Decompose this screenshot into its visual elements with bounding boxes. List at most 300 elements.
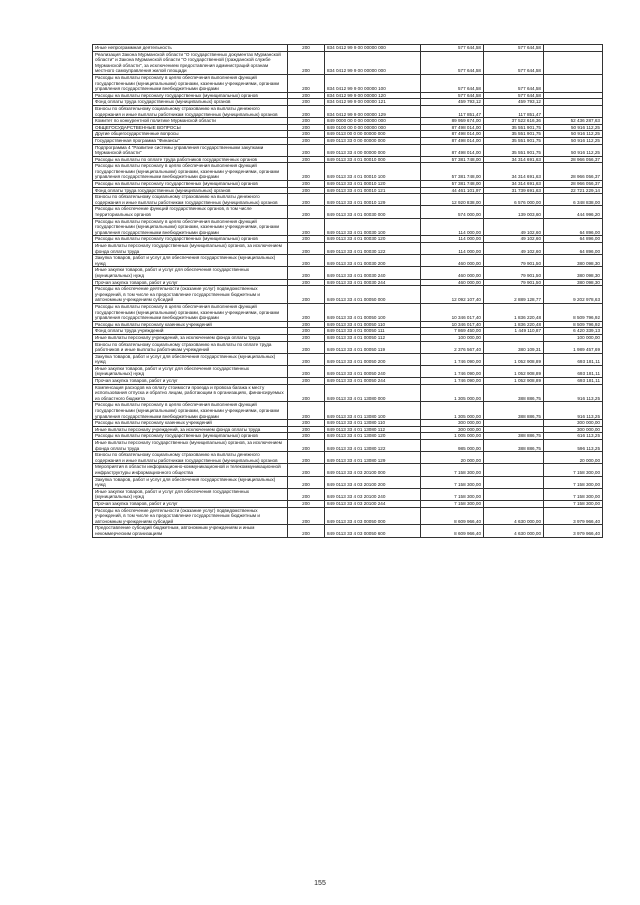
row-executed-amount: 1 836 220,48 <box>484 303 544 321</box>
row-approved-amount: 87 498 014,00 <box>421 124 484 131</box>
row-unexecuted-amount: 52 436 287,63 <box>544 118 603 125</box>
row-approved-amount: 577 644,58 <box>421 51 484 74</box>
row-approved-amount: 574 000,00 <box>421 206 484 218</box>
row-approved-amount: 8 609 966,40 <box>421 525 484 537</box>
row-unexecuted-amount: 596 113,25 <box>544 440 603 452</box>
table-row <box>93 420 603 427</box>
row-line-code: 200 <box>288 74 325 92</box>
row-unexecuted-amount <box>544 51 603 74</box>
table-row <box>93 92 603 99</box>
row-executed-amount <box>484 464 544 476</box>
row-unexecuted-amount: 380 098,30 <box>544 267 603 279</box>
row-budget-code: 849 0113 33 4 01 00010 120 <box>325 181 421 188</box>
row-approved-amount: 57 381 748,00 <box>421 181 484 188</box>
row-budget-code: 849 0113 33 4 01 13080 120 <box>325 433 421 440</box>
row-line-code: 200 <box>288 500 325 507</box>
table-row <box>93 194 603 206</box>
row-unexecuted-amount <box>544 45 603 52</box>
row-line-code: 200 <box>288 187 325 194</box>
row-budget-code: 849 0113 00 0 00 00000 000 <box>325 131 421 138</box>
row-line-code: 200 <box>288 206 325 218</box>
table-row <box>93 384 603 402</box>
row-description: Иные выплаты персоналу учреждений, за исключением фонда оплаты труда <box>93 334 288 341</box>
table-row <box>93 464 603 476</box>
row-unexecuted-amount: 3 979 966,40 <box>544 507 603 525</box>
table-row <box>93 156 603 163</box>
row-line-code: 200 <box>288 124 325 131</box>
row-description: Расходы на выплаты персоналу в целях обеспечения выполнения функций государственными (муниципальными) органами, казенными учреждениями, органами управления государственными внебюджетными фондами <box>93 402 288 420</box>
row-budget-code: 849 0113 33 4 01 00050 000 <box>325 286 421 304</box>
table-row <box>93 378 603 385</box>
row-approved-amount: 1 005 000,00 <box>421 433 484 440</box>
row-approved-amount: 577 644,58 <box>421 92 484 99</box>
row-budget-code: 849 0113 33 4 01 13080 110 <box>325 420 421 427</box>
table-row <box>93 218 603 236</box>
row-line-code: 200 <box>288 321 325 328</box>
row-description: Прочая закупка товаров, работ и услуг <box>93 378 288 385</box>
row-approved-amount: 985 000,00 <box>421 440 484 452</box>
row-executed-amount <box>484 426 544 433</box>
row-description: Расходы на выплаты персоналу казенных учреждений <box>93 420 288 427</box>
row-unexecuted-amount: 380 098,30 <box>544 279 603 286</box>
row-unexecuted-amount <box>544 74 603 92</box>
row-executed-amount: 4 630 000,00 <box>484 507 544 525</box>
row-budget-code: 834 0412 99 9 00 00000 121 <box>325 99 421 106</box>
row-budget-code: 834 0412 99 9 00 00000 129 <box>325 105 421 117</box>
row-description: Расходы на обеспечение деятельности (оказание услуг) подведомственных учреждений, в том числе на предоставление государственным бюджетным и автономным учреждениям субсидий <box>93 286 288 304</box>
row-executed-amount: 4 630 000,00 <box>484 525 544 537</box>
row-approved-amount: 10 346 017,40 <box>421 303 484 321</box>
row-description: Взносы по обязательному социальному страхованию на выплаты денежного содержания и иные выплаты работникам государственных (муниципальных) органов <box>93 452 288 464</box>
row-unexecuted-amount: 7 158 300,00 <box>544 500 603 507</box>
row-budget-code: 849 0113 33 4 01 00010 121 <box>325 187 421 194</box>
row-approved-amount: 12 092 107,40 <box>421 286 484 304</box>
row-description: Иные закупки товаров, работ и услуг для обеспечения государственных (муниципальных) нужд <box>93 267 288 279</box>
row-description: Расходы на выплаты персоналу государственных (муниципальных) органов <box>93 181 288 188</box>
row-line-code: 200 <box>288 420 325 427</box>
row-approved-amount: 100 000,00 <box>421 334 484 341</box>
row-executed-amount: 31 739 691,63 <box>484 187 544 194</box>
row-unexecuted-amount: 693 181,11 <box>544 365 603 377</box>
row-description: Фонд оплаты труда государственных (муниципальных) органов <box>93 187 288 194</box>
row-budget-code: 849 0113 33 4 01 00010 129 <box>325 194 421 206</box>
row-executed-amount: 1 052 908,89 <box>484 365 544 377</box>
row-executed-amount: 1 052 908,89 <box>484 353 544 365</box>
row-unexecuted-amount: 7 158 300,00 <box>544 476 603 488</box>
row-description: Расходы на выплаты персоналу в целях обеспечения выполнения функций государственными (муниципальными) органами, казенными учреждениями, органами управления государственными внебюджетными фондами <box>93 218 288 236</box>
row-budget-code: 849 0113 33 4 01 00050 100 <box>325 303 421 321</box>
row-executed-amount <box>484 452 544 464</box>
row-approved-amount: 1 746 090,00 <box>421 378 484 385</box>
row-line-code: 200 <box>288 384 325 402</box>
row-line-code: 200 <box>288 218 325 236</box>
row-approved-amount: 460 000,00 <box>421 267 484 279</box>
row-description: Расходы на выплаты персоналу государственных (муниципальных) органов <box>93 433 288 440</box>
row-executed-amount <box>484 420 544 427</box>
row-line-code: 200 <box>288 452 325 464</box>
table-row <box>93 267 603 279</box>
table-row <box>93 279 603 286</box>
row-approved-amount: 89 959 674,00 <box>421 118 484 125</box>
row-executed-amount: 49 102,60 <box>484 218 544 236</box>
table-row <box>93 328 603 335</box>
table-row <box>93 45 603 52</box>
row-budget-code: 849 0000 00 0 00 00000 000 <box>325 118 421 125</box>
row-approved-amount: 7 158 300,00 <box>421 500 484 507</box>
row-unexecuted-amount <box>544 92 603 99</box>
row-line-code: 200 <box>288 433 325 440</box>
row-line-code: 200 <box>288 328 325 335</box>
row-line-code: 200 <box>288 255 325 267</box>
table-row <box>93 426 603 433</box>
table-row <box>93 452 603 464</box>
row-line-code: 200 <box>288 365 325 377</box>
row-approved-amount: 1 305 000,00 <box>421 384 484 402</box>
row-budget-code: 849 0113 33 4 01 00050 119 <box>325 341 421 353</box>
row-approved-amount: 57 381 748,00 <box>421 156 484 163</box>
table-row <box>93 286 603 304</box>
row-executed-amount: 139 003,60 <box>484 206 544 218</box>
row-unexecuted-amount: 50 916 112,25 <box>544 144 603 156</box>
row-executed-amount <box>484 334 544 341</box>
row-approved-amount: 87 498 014,00 <box>421 144 484 156</box>
row-approved-amount: 87 498 014,00 <box>421 137 484 144</box>
row-executed-amount: 35 551 901,75 <box>484 124 544 131</box>
row-unexecuted-amount: 28 966 056,37 <box>544 163 603 181</box>
row-budget-code: 849 0113 33 4 01 00050 110 <box>325 321 421 328</box>
row-budget-code: 849 0113 33 4 01 13080 112 <box>325 426 421 433</box>
row-unexecuted-amount: 50 916 112,25 <box>544 131 603 138</box>
row-approved-amount: 57 381 748,00 <box>421 163 484 181</box>
row-description: Прочая закупка товаров, работ и услуг <box>93 500 288 507</box>
table-row <box>93 99 603 106</box>
table-row <box>93 236 603 243</box>
row-unexecuted-amount: 64 896,00 <box>544 236 603 243</box>
row-budget-code: 849 0113 33 4 03 20100 240 <box>325 488 421 500</box>
row-executed-amount: 34 314 691,63 <box>484 156 544 163</box>
row-approved-amount: 20 000,00 <box>421 452 484 464</box>
table-row <box>93 163 603 181</box>
row-budget-code: 849 0113 33 4 01 00030 120 <box>325 236 421 243</box>
row-description: Взносы по обязательному социальному страхованию на выплаты денежного содержания и иные выплаты работникам государственных (муниципальных) органов <box>93 105 288 117</box>
row-executed-amount: 117 851,47 <box>484 105 544 117</box>
row-description: Иные непрограммная деятельность <box>93 45 288 52</box>
row-description: Расходы на выплаты персоналу государственных (муниципальных) органов <box>93 92 288 99</box>
row-line-code: 200 <box>288 51 325 74</box>
row-unexecuted-amount: 28 966 056,37 <box>544 156 603 163</box>
table-row <box>93 255 603 267</box>
row-unexecuted-amount: 916 113,25 <box>544 402 603 420</box>
table-row <box>93 402 603 420</box>
row-unexecuted-amount: 7 158 300,00 <box>544 464 603 476</box>
row-budget-code: 849 0113 33 4 01 00030 200 <box>325 255 421 267</box>
row-description: Иные выплаты персоналу государственных (муниципальных) органов, за исключением фонда оплаты труда <box>93 440 288 452</box>
row-approved-amount: 460 000,00 <box>421 279 484 286</box>
row-unexecuted-amount: 8 509 796,92 <box>544 321 603 328</box>
row-executed-amount: 388 886,75 <box>484 440 544 452</box>
row-unexecuted-amount: 22 721 229,14 <box>544 187 603 194</box>
row-description: Иные закупки товаров, работ и услуг для обеспечения государственных (муниципальных) нужд <box>93 488 288 500</box>
row-description: Комитет по конкурентной политике Мурманской области <box>93 118 288 125</box>
row-description: Иные выплаты персоналу учреждений, за исключением фонда оплаты труда <box>93 426 288 433</box>
row-unexecuted-amount: 693 181,11 <box>544 378 603 385</box>
row-executed-amount: 1 052 908,89 <box>484 378 544 385</box>
row-unexecuted-amount: 7 158 300,00 <box>544 488 603 500</box>
row-description: Расходы на обеспечение функций государственных органов, в том числе территориальных органов <box>93 206 288 218</box>
row-approved-amount: 7 158 300,00 <box>421 488 484 500</box>
table-row <box>93 440 603 452</box>
row-line-code: 200 <box>288 118 325 125</box>
row-budget-code: 849 0113 33 4 03 00050 600 <box>325 525 421 537</box>
table-row <box>93 105 603 117</box>
row-approved-amount: 460 000,00 <box>421 255 484 267</box>
row-executed-amount: 388 886,75 <box>484 433 544 440</box>
row-unexecuted-amount: 916 113,25 <box>544 384 603 402</box>
row-approved-amount: 459 793,12 <box>421 99 484 106</box>
row-description: Мероприятия в области информационно-коммуникационной и телекоммуникационной инфраструктуры информационного общества <box>93 464 288 476</box>
row-unexecuted-amount: 300 000,00 <box>544 426 603 433</box>
table-row <box>93 124 603 131</box>
row-line-code: 200 <box>288 137 325 144</box>
row-executed-amount: 380 109,31 <box>484 341 544 353</box>
table-row <box>93 476 603 488</box>
table-row <box>93 137 603 144</box>
row-line-code: 200 <box>288 163 325 181</box>
row-description: Другие общегосударственные вопросы <box>93 131 288 138</box>
row-approved-amount: 577 644,58 <box>421 74 484 92</box>
row-budget-code: 849 0113 33 4 03 00050 000 <box>325 507 421 525</box>
row-line-code: 200 <box>288 286 325 304</box>
table-row <box>93 243 603 255</box>
row-executed-amount <box>484 500 544 507</box>
row-description: Закупка товаров, работ и услуг для обеспечения государственных (муниципальных) нужд <box>93 353 288 365</box>
row-approved-amount: 114 000,00 <box>421 218 484 236</box>
row-line-code: 200 <box>288 303 325 321</box>
table-row <box>93 131 603 138</box>
row-line-code: 200 <box>288 341 325 353</box>
row-description: Иные выплаты персоналу государственных (муниципальных) органов, за исключением фонда оплаты труда <box>93 243 288 255</box>
row-description: ОБЩЕГОСУДАРСТВЕННЫЕ ВОПРОСЫ <box>93 124 288 131</box>
row-executed-amount: 577 644,58 <box>484 92 544 99</box>
row-approved-amount: 12 920 838,00 <box>421 194 484 206</box>
row-budget-code: 849 0113 33 4 01 00030 100 <box>325 218 421 236</box>
row-line-code: 200 <box>288 279 325 286</box>
row-approved-amount: 7 158 300,00 <box>421 464 484 476</box>
row-approved-amount: 300 000,00 <box>421 426 484 433</box>
row-description: Взносы по обязательному социальному страхованию на выплаты денежного содержания и иные выплаты работникам государственных (муниципальных) органов <box>93 194 288 206</box>
budget-execution-table <box>92 44 603 538</box>
row-executed-amount: 34 314 691,63 <box>484 181 544 188</box>
row-approved-amount: 2 376 567,40 <box>421 341 484 353</box>
row-budget-code: 849 0113 33 4 01 00050 111 <box>325 328 421 335</box>
table-row <box>93 433 603 440</box>
row-unexecuted-amount: 64 896,00 <box>544 218 603 236</box>
row-executed-amount: 2 889 128,77 <box>484 286 544 304</box>
row-executed-amount <box>484 488 544 500</box>
row-budget-code: 849 0113 33 4 01 00030 122 <box>325 243 421 255</box>
row-line-code: 200 <box>288 426 325 433</box>
table-row <box>93 74 603 92</box>
table-row <box>93 365 603 377</box>
row-executed-amount: 1 449 110,87 <box>484 328 544 335</box>
row-unexecuted-amount <box>544 99 603 106</box>
table-row <box>93 488 603 500</box>
row-line-code: 200 <box>288 353 325 365</box>
row-unexecuted-amount: 50 916 112,25 <box>544 124 603 131</box>
page-number: 155 <box>314 880 326 887</box>
row-budget-code: 849 0113 33 4 03 20100 200 <box>325 476 421 488</box>
row-description: Расходы на выплаты персоналу в целях обеспечения выполнения функций государственными (муниципальными) органами, казенными учреждениями, органами управления государственными внебюджетными фондами <box>93 303 288 321</box>
row-budget-code: 834 0412 99 9 00 00000 000 <box>325 45 421 52</box>
row-line-code: 200 <box>288 476 325 488</box>
row-budget-code: 849 0113 33 4 01 00030 244 <box>325 279 421 286</box>
table-row <box>93 353 603 365</box>
row-line-code: 200 <box>288 267 325 279</box>
row-budget-code: 849 0100 00 0 00 00000 000 <box>325 124 421 131</box>
table-row <box>93 144 603 156</box>
row-line-code: 200 <box>288 525 325 537</box>
row-line-code: 200 <box>288 488 325 500</box>
row-budget-code: 849 0113 33 4 01 00030 240 <box>325 267 421 279</box>
row-budget-code: 849 0113 33 4 03 20100 244 <box>325 500 421 507</box>
row-unexecuted-amount <box>544 105 603 117</box>
table-row <box>93 321 603 328</box>
row-description: Расходы на выплаты персоналу казенных учреждений <box>93 321 288 328</box>
row-approved-amount: 87 498 014,00 <box>421 131 484 138</box>
row-budget-code: 849 0113 33 4 01 13080 100 <box>325 402 421 420</box>
row-line-code: 200 <box>288 236 325 243</box>
row-budget-code: 849 0113 33 4 01 13080 122 <box>325 440 421 452</box>
row-budget-code: 849 0113 33 4 01 00010 000 <box>325 156 421 163</box>
row-executed-amount: 459 793,12 <box>484 99 544 106</box>
row-unexecuted-amount: 9 202 978,63 <box>544 286 603 304</box>
row-description: Фонд оплаты труда учреждений <box>93 328 288 335</box>
row-line-code: 200 <box>288 507 325 525</box>
row-description: Государственная программа "Финансы" <box>93 137 288 144</box>
row-budget-code: 849 0113 33 4 01 00010 100 <box>325 163 421 181</box>
row-unexecuted-amount: 693 181,11 <box>544 353 603 365</box>
row-executed-amount: 577 644,58 <box>484 51 544 74</box>
row-description: Расходы на выплаты персоналу в целях обеспечения выполнения функций государственными (муниципальными) органами, казенными учреждениями, органами управления государственными внебюджетными фондами <box>93 74 288 92</box>
row-executed-amount: 37 522 616,36 <box>484 118 544 125</box>
row-executed-amount: 34 314 691,63 <box>484 163 544 181</box>
row-description: Прочая закупка товаров, работ и услуг <box>93 279 288 286</box>
row-unexecuted-amount: 300 000,00 <box>544 420 603 427</box>
row-approved-amount: 1 305 000,00 <box>421 402 484 420</box>
row-executed-amount: 35 551 901,75 <box>484 131 544 138</box>
row-line-code: 200 <box>288 402 325 420</box>
row-approved-amount: 7 869 450,00 <box>421 328 484 335</box>
row-budget-code: 849 0113 33 4 01 00050 240 <box>325 365 421 377</box>
row-line-code: 200 <box>288 181 325 188</box>
row-executed-amount: 388 886,75 <box>484 384 544 402</box>
row-line-code: 200 <box>288 378 325 385</box>
table-row <box>93 181 603 188</box>
row-executed-amount: 1 836 220,48 <box>484 321 544 328</box>
row-description: Расходы на обеспечение деятельности (оказание услуг) подведомственных учреждений, в том числе на предоставление государственным бюджетным и автономным учреждениям субсидий <box>93 507 288 525</box>
row-unexecuted-amount: 28 966 056,37 <box>544 181 603 188</box>
row-approved-amount: 117 851,47 <box>421 105 484 117</box>
row-executed-amount: 577 644,58 <box>484 45 544 52</box>
row-executed-amount: 6 576 000,00 <box>484 194 544 206</box>
row-unexecuted-amount: 20 000,00 <box>544 452 603 464</box>
row-budget-code: 834 0412 99 9 00 00000 120 <box>325 92 421 99</box>
row-description: Фонд оплаты труда государственных (муниципальных) органов <box>93 99 288 106</box>
row-executed-amount <box>484 476 544 488</box>
row-budget-code: 849 0113 33 4 01 00050 244 <box>325 378 421 385</box>
row-description: Расходы на выплаты персоналу государственных (муниципальных) органов <box>93 236 288 243</box>
row-line-code: 200 <box>288 243 325 255</box>
row-budget-code: 849 0113 33 4 01 13080 000 <box>325 384 421 402</box>
row-unexecuted-amount: 8 509 796,92 <box>544 303 603 321</box>
row-unexecuted-amount: 1 989 457,69 <box>544 341 603 353</box>
row-approved-amount: 577 644,58 <box>421 45 484 52</box>
row-executed-amount: 49 102,60 <box>484 236 544 243</box>
row-unexecuted-amount: 380 098,30 <box>544 255 603 267</box>
row-budget-code: 849 0113 33 4 03 20100 000 <box>325 464 421 476</box>
row-line-code: 200 <box>288 92 325 99</box>
row-line-code: 200 <box>288 105 325 117</box>
row-unexecuted-amount: 6 420 339,13 <box>544 328 603 335</box>
table-row <box>93 118 603 125</box>
row-approved-amount: 300 000,00 <box>421 420 484 427</box>
table-body <box>93 45 603 538</box>
row-approved-amount: 7 158 300,00 <box>421 476 484 488</box>
row-unexecuted-amount: 50 916 112,25 <box>544 137 603 144</box>
row-line-code: 200 <box>288 156 325 163</box>
row-unexecuted-amount: 100 000,00 <box>544 334 603 341</box>
row-unexecuted-amount: 64 896,00 <box>544 243 603 255</box>
row-line-code: 200 <box>288 99 325 106</box>
row-description: Расходы на выплаты по оплате труда работников государственных органов <box>93 156 288 163</box>
row-executed-amount: 49 102,60 <box>484 243 544 255</box>
row-description: Расходы на выплаты персоналу в целях обеспечения выполнения функций государственными (муниципальными) органами, казенными учреждениями, органами управления государственными внебюджетными фондами <box>93 163 288 181</box>
row-budget-code: 834 0412 99 9 00 00000 100 <box>325 74 421 92</box>
table-row <box>93 187 603 194</box>
row-executed-amount: 35 551 901,75 <box>484 137 544 144</box>
table-row <box>93 525 603 537</box>
row-budget-code: 849 0113 33 4 01 13080 129 <box>325 452 421 464</box>
row-budget-code: 849 0113 33 4 01 00050 200 <box>325 353 421 365</box>
row-executed-amount: 79 901,50 <box>484 279 544 286</box>
table-row <box>93 51 603 74</box>
row-description: Иные закупки товаров, работ и услуг для обеспечения государственных (муниципальных) нужд <box>93 365 288 377</box>
row-line-code: 200 <box>288 144 325 156</box>
row-description: Реализация Закона Мурманской области "О государственных документах Мурманской области" и Закона Мурманской области "О государственной (гражданской службе Мурманской области", за исключением предоставления администраций органам местного самоуправления жилой площади <box>93 51 288 74</box>
row-budget-code: 834 0412 99 9 00 00000 000 <box>325 51 421 74</box>
row-description: Подпрограмма 4 "Развитие системы управления государственными закупками Мурманской области" <box>93 144 288 156</box>
row-approved-amount: 10 346 017,40 <box>421 321 484 328</box>
table-row <box>93 500 603 507</box>
row-unexecuted-amount: 444 996,20 <box>544 206 603 218</box>
row-executed-amount: 577 644,58 <box>484 74 544 92</box>
row-executed-amount: 79 901,50 <box>484 255 544 267</box>
table-row <box>93 334 603 341</box>
row-line-code: 200 <box>288 334 325 341</box>
row-approved-amount: 1 746 090,00 <box>421 365 484 377</box>
row-description: Компенсация расходов на оплату стоимости проезда и провоза багажа к месту использования отпуска и обратно лицам, работающим в организациях, финансируемых из областного бюджета <box>93 384 288 402</box>
row-unexecuted-amount: 6 348 838,00 <box>544 194 603 206</box>
table-row <box>93 507 603 525</box>
row-approved-amount: 44 461 101,97 <box>421 187 484 194</box>
row-budget-code: 849 0113 33 4 01 00050 112 <box>325 334 421 341</box>
row-approved-amount: 8 609 966,40 <box>421 507 484 525</box>
table-row <box>93 303 603 321</box>
row-executed-amount: 35 551 901,75 <box>484 144 544 156</box>
row-description: Взносы по обязательному социальному страхованию на выплаты по оплате труда работников и иные выплаты работникам учреждений <box>93 341 288 353</box>
row-line-code: 200 <box>288 194 325 206</box>
table-row <box>93 206 603 218</box>
